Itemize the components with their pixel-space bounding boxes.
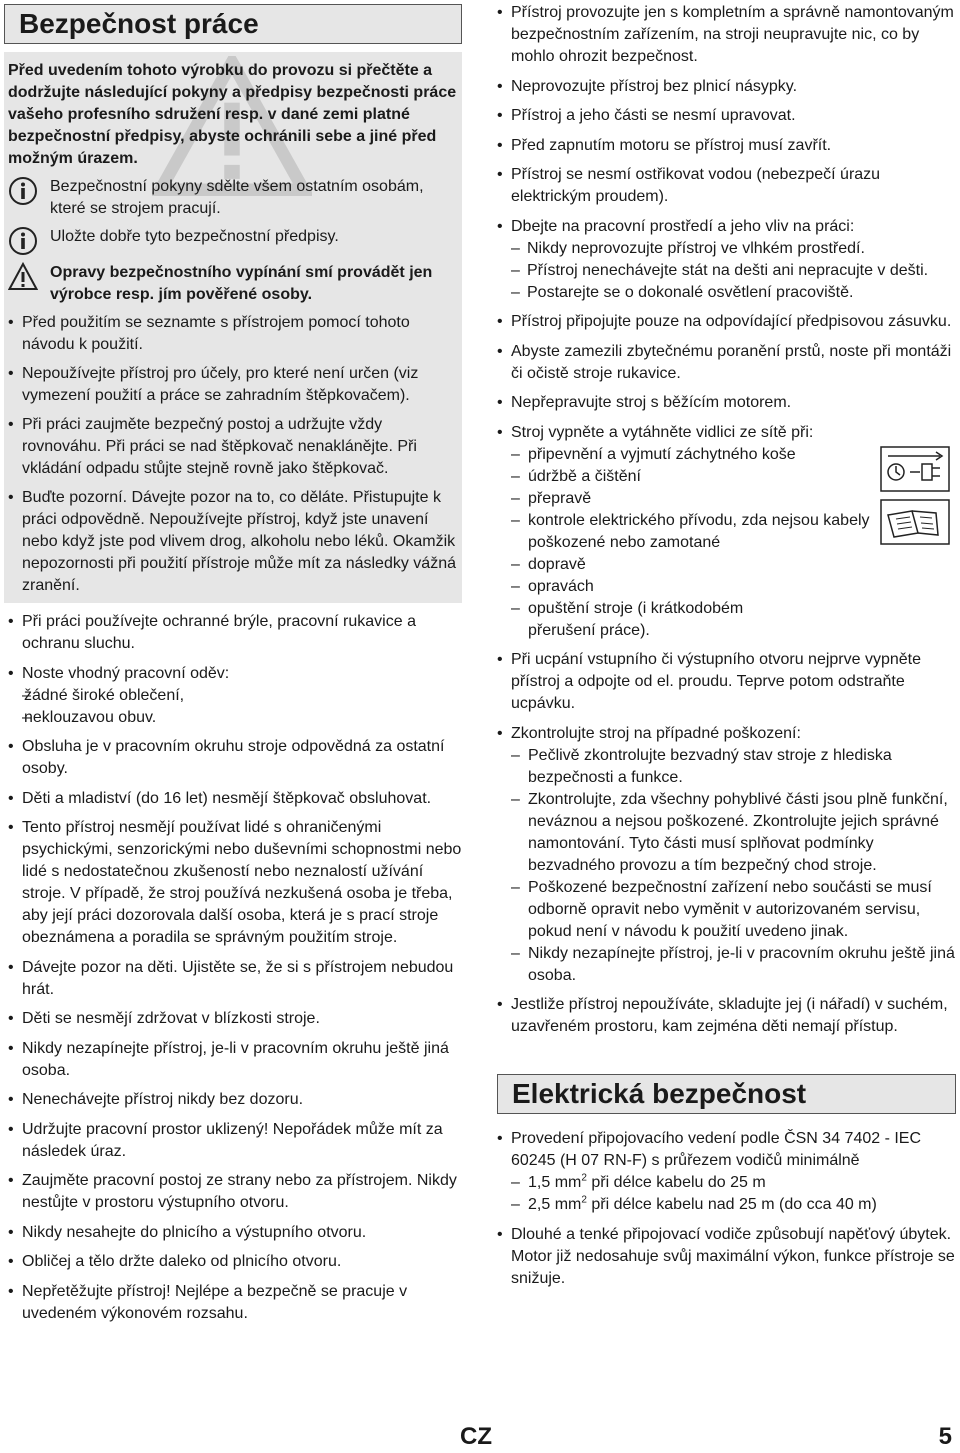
sub-item: – Nikdy neprovozujte přístroj ve vlhkém prostředí. [497, 238, 956, 260]
cable-size: 1,5 mm [528, 1174, 582, 1191]
notice-text: Opravy bezpečnostního vypínání smí provádět jen výrobce resp. jím pověřené osoby. [50, 264, 433, 303]
item-text: Provedení připojovacího vedení podle ČSN 34 7402 - IEC 60245 (H 07 RN-F) s průřezem vodičů minimálně [511, 1130, 922, 1169]
list-item [8, 663, 462, 729]
list-item: • Děti se nesmějí zdržovat v blízkosti stroje. [8, 1008, 462, 1030]
warning-icon [8, 262, 38, 292]
info-icon [8, 176, 38, 206]
notice-text: Bezpečnostní pokyny sdělte všem ostatním osobám, které se strojem pracují. [50, 178, 424, 217]
sub-item: – Pečlivě zkontrolujte bezvadný stav stroje z hlediska bezpečnosti a funkce. [497, 745, 956, 789]
list-item [497, 216, 956, 304]
list-item: • Při práci zaujměte bezpečný postoj a udržujte vždy rovnováhu. Při práci se nad štěpkovač nenaklánějte. Při vkládání odpadu stůjte stejně rovně jako štěpkovač. [8, 414, 458, 480]
list-item: • Nenechávejte přístroj nikdy bez dozoru. [8, 1089, 462, 1111]
sub-item: – připevnění a vyjmutí záchytného koše [497, 444, 956, 466]
shaded-list [8, 312, 458, 597]
intro-text: Před uvedením tohoto výrobku do provozu si přečtěte a dodržujte následující pokyny a předpisy bezpečnosti práce vašeho profesního sdružení resp. v dané zemi platné bezpečnostní předpisy, abyste ochránili sebe a jiné před možným úrazem. [8, 62, 457, 167]
sub-item: – Postarejte se o dokonalé osvětlení pracoviště. [497, 282, 956, 304]
electrical-list [497, 1128, 956, 1290]
list-item: • Buďte pozorní. Dávejte pozor na to, co děláte. Přistupujte k práci odpovědně. Nepoužívejte přístroj, když jste unavení nebo když jste pod vlivem drog, alkoholu nebo léků. Okamžik nepozornosti při použití přístroje může mít za následky vážná zranění. [8, 487, 458, 597]
list-item: • Při ucpání vstupního či výstupního otvoru nejprve vypněte přístroj a odpojte od el. proudu. Teprve potom odstraňte ucpávku. [497, 649, 956, 715]
sub-item: – Přístroj nenechávejte stát na dešti ani nepracujte v dešti. [497, 260, 956, 282]
list-item: • Při práci používejte ochranné brýle, pracovní rukavice a ochranu sluchu. [8, 611, 462, 655]
list-item: • Tento přístroj nesmějí používat lidé s ohraničenými psychickými, senzorickými nebo duševními schopnostmi nebo lidé s nedostatečnou zkušeností nebo neznalostí užívání stroje. V případě, že stroj používá nezkušená osoba je třeba, aby její práci dozorovala další osoba, která je s prací stroje obeznámena a poradila se správným použitím stroje. [8, 817, 462, 949]
sub-item [497, 1194, 956, 1216]
left-column [4, 0, 462, 1332]
item-text: Dbejte na pracovní prostředí a jeho vliv na práci: [511, 217, 855, 235]
list-item: • Přístroj se nesmí ostřikovat vodou (nebezpečí úrazu elektrickým proudem). [497, 164, 956, 208]
list-item: • Nepřetěžujte přístroj! Nejlépe a bezpečně se pracuje v uvedeném výkonovém rozsahu. [8, 1281, 462, 1325]
item-text: Stroj vypněte a vytáhněte vidlici ze sítě při: [511, 423, 814, 441]
right-column [497, 0, 956, 1297]
list-item: • Před zapnutím motoru se přístroj musí zavřít. [497, 135, 956, 157]
list-item: • Nikdy nesahejte do plnicího a výstupního otvoru. [8, 1222, 462, 1244]
notice-repairs [8, 262, 458, 306]
notice-keep-rules [8, 226, 458, 256]
list-item: • Dlouhé a tenké připojovací vodiče způsobují napěťový úbytek. Motor již nedosahuje svůj maximální výkon, funkce přístroje se snižuje. [497, 1224, 956, 1290]
list-item: • Obličej a tělo držte daleko od plnicího otvoru. [8, 1251, 462, 1273]
sub-item: – opuštění stroje (i krátkodobém přerušení práce). [497, 598, 956, 642]
safety-list [4, 611, 462, 1325]
list-item: • Zaujměte pracovní postoj ze strany nebo za přístrojem. Nikdy nestůjte v prostoru výstupního otvoru. [8, 1170, 462, 1214]
sub-item: – Nikdy nezapínejte přístroj, je-li v pracovním okruhu ještě jiná osoba. [497, 943, 956, 987]
sub-item: – údržbě a čištění [497, 466, 956, 488]
sub-item: – dopravě [497, 554, 956, 576]
list-item: • Jestliže přístroj nepoužíváte, skladujte jej (i nářadí) v suchém, uzavřeném prostoru, kam zejména děti nemají přístup. [497, 994, 956, 1038]
section-title-electrical: Elektrická bezpečnost [497, 1074, 956, 1114]
shaded-box [4, 52, 462, 603]
list-item: • Udržujte pracovní prostor uklizený! Nepořádek může mít za následek úraz. [8, 1119, 462, 1163]
device-list [497, 2, 956, 1038]
item-text: Zkontrolujte stroj na případné poškození: [511, 724, 801, 742]
sub-item: – přepravě [497, 488, 956, 510]
cable-length: při délce kabelu do 25 m [586, 1174, 766, 1191]
cable-size: 2,5 mm [528, 1196, 582, 1213]
cable-length: při délce kabelu nad 25 m (do cca 40 m) [586, 1196, 877, 1213]
sub-item: – Zkontrolujte, zda všechny pohyblivé části jsou plně funkční, neváznou a nejsou poškozené. Zkontrolujte jejich správné namontování. Tyto části musí splňovat podmínky bezvadného provozu a tím bezpečný chod stroje. [497, 789, 956, 877]
info-icon [8, 226, 38, 256]
list-item: • Neprovozujte přístroj bez plnicí násypky. [497, 76, 956, 98]
notice-inform-others [8, 176, 458, 220]
list-item [497, 723, 956, 987]
list-item: • Přístroj připojujte pouze na odpovídající předpisovou zásuvku. [497, 311, 956, 333]
sub-item: – Poškozené bezpečnostní zařízení nebo součásti se musí odborně opravit nebo vyměnit v autorizovaném servisu, pokud není v návodu k použití uvedeno jinak. [497, 877, 956, 943]
list-item: • Nepoužívejte přístroj pro účely, pro které není určen (viz vymezení použití a práce se zahradním štěpkovačem). [8, 363, 458, 407]
sub-item: – žádné široké oblečení, [8, 685, 462, 707]
sub-item [497, 1172, 956, 1194]
notice-text: Uložte dobře tyto bezpečnostní předpisy. [50, 228, 339, 245]
sub-item: – opravách [497, 576, 956, 598]
list-item: • Nikdy nezapínejte přístroj, je-li v pracovním okruhu ještě jiná osoba. [8, 1038, 462, 1082]
language-code: CZ [460, 1423, 492, 1450]
page-number: 5 [938, 1423, 952, 1450]
list-item: • Dávejte pozor na děti. Ujistěte se, že si s přístrojem nebudou hrát. [8, 957, 462, 1001]
list-item: • Před použitím se seznamte s přístrojem pomocí tohoto návodu k použití. [8, 312, 458, 356]
list-item: • Děti a mladiství (do 16 let) nesmějí štěpkovač obsluhovat. [8, 788, 462, 810]
item-text: Noste vhodný pracovní oděv: [22, 664, 230, 682]
section-title-safety: Bezpečnost práce [4, 4, 462, 44]
cable-size-sup: 2 [581, 1194, 587, 1206]
sub-item: – neklouzavou obuv. [8, 707, 462, 729]
list-item: • Přístroj a jeho části se nesmí upravovat. [497, 105, 956, 127]
sub-item: – kontrole elektrického přívodu, zda nejsou kabely poškozené nebo zamotané [497, 510, 956, 554]
list-item: • Přístroj provozujte jen s kompletním a správně namontovaným bezpečnostním zařízením, na stroji neupravujte nic, co by mohlo ohrozit bezpečnost. [497, 2, 956, 68]
cable-size-sup: 2 [581, 1172, 587, 1184]
list-item: • Nepřepravujte stroj s běžícím motorem. [497, 392, 956, 414]
list-item: • Abyste zamezili zbytečnému poranění prstů, noste při montáži či očistě stroje rukavice. [497, 341, 956, 385]
list-item [497, 1128, 956, 1216]
list-item [497, 422, 956, 642]
list-item: • Obsluha je v pracovním okruhu stroje odpovědná za ostatní osoby. [8, 736, 462, 780]
